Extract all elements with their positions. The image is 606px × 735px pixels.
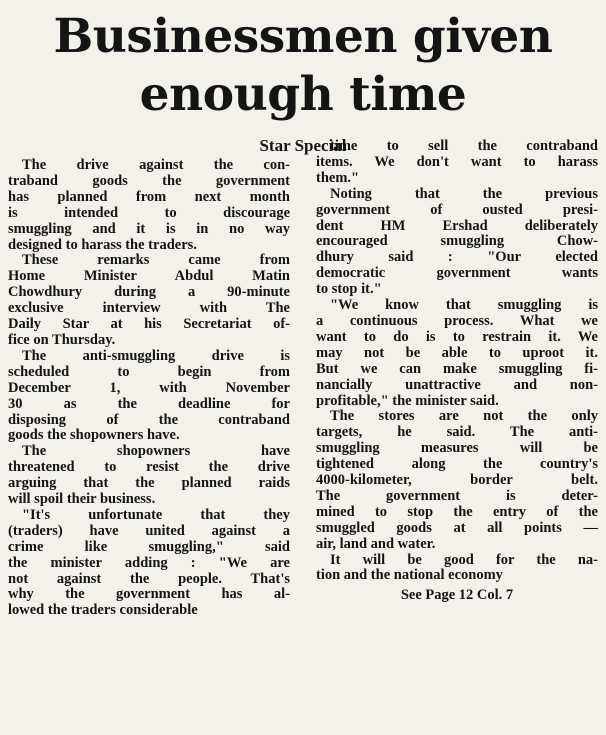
headline-line-1: Businessmen given	[53, 9, 553, 64]
text-line: the minister adding : "We are	[8, 554, 290, 571]
text-line: smuggling and it is in no way	[8, 220, 290, 237]
text-line: disposing of the contraband	[8, 411, 290, 428]
text-line: lowed the traders considerable	[8, 602, 198, 619]
text-line: why the government has al-	[8, 586, 290, 603]
text-line: (traders) have united against a	[8, 522, 290, 539]
text-line: crime like smuggling," said	[8, 538, 290, 555]
text-line: Chowdhury during a 90-minute	[8, 284, 290, 301]
byline: Star Special	[259, 136, 347, 155]
text-line: These remarks came from	[22, 252, 290, 269]
text-line: may not be able to uproot it.	[316, 344, 598, 361]
text-line: It will be good for the na-	[330, 551, 598, 568]
right-column-wrap	[316, 139, 598, 619]
text-line: But we can make smuggling fi-	[316, 360, 598, 377]
text-line: The shopowners have	[22, 443, 290, 460]
text-line: is intended to discourage	[8, 204, 290, 221]
text-line: democratic government wants	[316, 265, 598, 282]
text-line: The anti-smuggling drive is	[22, 347, 290, 364]
headline	[8, 0, 598, 124]
text-line: air, land and water.	[316, 535, 436, 552]
text-line: threatened to resist the drive	[8, 459, 290, 476]
text-line: "We know that smuggling is	[330, 297, 598, 314]
text-line: a continuous process. What we	[316, 312, 598, 329]
left-column	[8, 158, 290, 619]
text-line: time to sell the contraband	[330, 138, 598, 154]
text-line: The stores are not the only	[330, 408, 598, 425]
text-line: arguing that the planned raids	[8, 475, 290, 492]
text-line: tightened along the country's	[316, 456, 598, 473]
text-line: scheduled to begin from	[8, 363, 290, 380]
text-line: 4000-kilometer, border belt.	[316, 472, 598, 489]
text-line: them."	[316, 169, 360, 186]
text-line: items. We don't want to harass	[316, 153, 598, 170]
paragraph	[316, 553, 598, 585]
paragraph	[8, 508, 290, 619]
paragraph	[316, 187, 598, 298]
text-line: dent HM Ershad deliberately	[316, 217, 598, 234]
text-line: fice on Thursday.	[8, 331, 116, 348]
text-line: profitable," the minister said.	[316, 392, 499, 409]
text-line: to stop it."	[316, 281, 382, 298]
text-line: not against the people. That's	[8, 570, 290, 587]
paragraph	[316, 139, 598, 187]
text-line: mined to stop the entry of the	[316, 503, 598, 520]
text-line: smuggling measures will be	[316, 440, 598, 457]
text-line: smuggled goods at all points —	[316, 519, 598, 536]
text-line: tion and the national economy	[316, 567, 503, 584]
text-line: The government is deter-	[316, 487, 598, 504]
text-line: government of ousted presi-	[316, 201, 598, 218]
text-line: December 1, with November	[8, 379, 290, 396]
paragraph	[8, 349, 290, 444]
text-line: Daily Star at his Secretariat of-	[8, 316, 290, 333]
paragraph	[316, 298, 598, 409]
text-line: encouraged smuggling Chow-	[316, 233, 598, 250]
text-line: traband goods the government	[8, 172, 290, 189]
right-column	[316, 139, 598, 584]
text-line: targets, he said. The anti-	[316, 424, 598, 441]
text-line: designed to harass the traders.	[8, 236, 197, 253]
text-line: "It's unfortunate that they	[22, 506, 290, 523]
text-line: Noting that the previous	[330, 185, 598, 202]
text-line: nancially unattractive and non-	[316, 376, 598, 393]
paragraph	[316, 409, 598, 552]
text-line: want to do is to restrain it. We	[316, 328, 598, 345]
paragraph	[8, 158, 290, 253]
headline-line-2: enough time	[139, 67, 467, 122]
text-line: exclusive interview with The	[8, 300, 290, 317]
text-line: goods the shopowners have.	[8, 427, 180, 444]
text-line: The drive against the con-	[22, 157, 290, 173]
paragraph	[8, 444, 290, 508]
text-line: Home Minister Abdul Matin	[8, 268, 290, 285]
text-line: will spoil their business.	[8, 491, 156, 508]
continuation-note: See Page 12 Col. 7	[400, 587, 514, 604]
text-line: dhury said : "Our elected	[316, 249, 598, 266]
paragraph	[8, 253, 290, 348]
text-line: 30 as the deadline for	[8, 395, 290, 412]
text-line: has planned from next month	[8, 188, 290, 205]
